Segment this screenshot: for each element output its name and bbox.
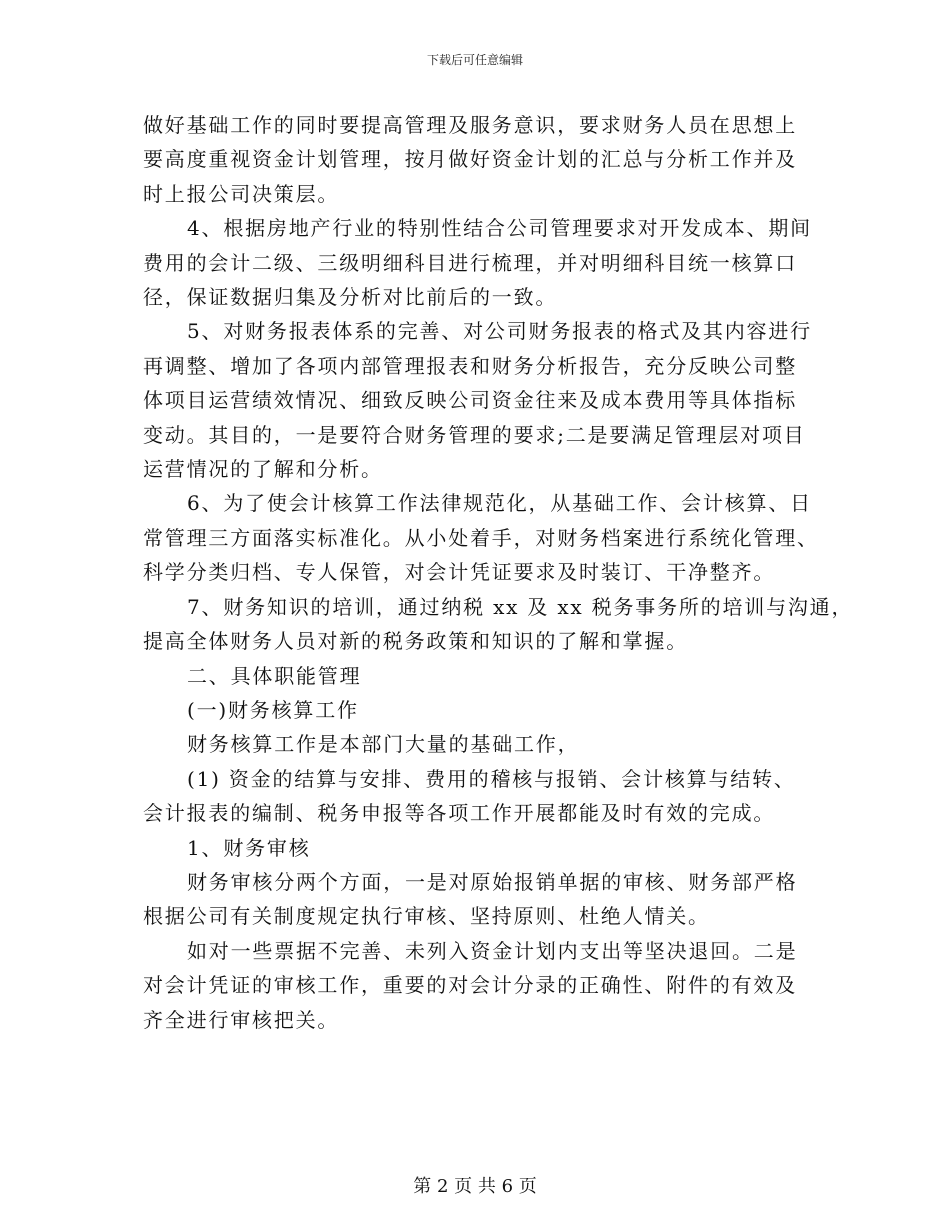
text-line: 7、财务知识的培训，通过纳税 xx 及 xx 税务事务所的培训与沟通， [187,594,854,619]
text-line: 常管理三方面落实标准化。从小处着手，对财务档案进行系统化管理、 [143,525,819,550]
text-line: 径，保证数据归集及分析对比前后的一致。 [143,285,558,310]
text-line: 对会计凭证的审核工作，重要的对会计分录的正确性、附件的有效及 [143,973,797,998]
text-line: 会计报表的编制、税务申报等各项工作开展都能及时有效的完成。 [143,801,776,826]
subsection-heading [143,693,823,727]
text-line: 要高度重视资金计划管理，按月做好资金计划的汇总与分析工作并及 [143,147,797,172]
text-line: 齐全进行审核把关。 [143,1007,340,1032]
body-paragraph [143,590,854,659]
body-paragraph [143,486,823,589]
text-line: 1、财务审核 [187,835,311,860]
text-line: 科学分类归档、专人保管，对会计凭证要求及时装订、干净整齐。 [143,560,776,585]
text-line: 根据公司有关制度规定执行审核、坚持原则、杜绝人情关。 [143,904,710,929]
text-line: 做好基础工作的同时要提高管理及服务意识，要求财务人员在思想上 [143,113,797,137]
item-heading [143,831,823,865]
text-line: 体项目运营绩效情况、细致反映公司资金往来及成本费用等具体指标 [143,388,797,413]
text-line: 再调整、增加了各项内部管理报表和财务分析报告，充分反映公司整 [143,353,797,378]
text-line: (一)财务核算工作 [187,697,359,722]
text-line: (1) 资金的结算与安排、费用的稽核与报销、会计核算与结转、 [187,766,796,791]
document-body [143,108,854,1037]
body-paragraph [143,865,823,934]
body-paragraph [143,762,823,831]
body-paragraph [143,108,823,211]
text-line: 运营情况的了解和分析。 [143,457,383,482]
text-line: 如对一些票据不完善、未列入资金计划内支出等坚决退回。二是 [187,938,798,963]
body-paragraph [143,314,823,486]
page-header-note: 下载后可任意编辑 [426,53,523,67]
text-line: 5、对财务报表体系的完善、对公司财务报表的格式及其内容进行 [187,319,812,344]
page-number: 第 2 页 共 6 页 [413,1176,537,1197]
text-line: 财务核算工作是本部门大量的基础工作， [187,732,580,757]
body-paragraph [143,934,823,1037]
text-line: 提高全体财务人员对新的税务政策和知识的了解和掌握。 [143,629,688,654]
text-line: 二、具体职能管理 [187,663,362,688]
body-paragraph [143,727,823,761]
text-line: 6、为了使会计核算工作法律规范化，从基础工作、会计核算、日 [187,491,812,516]
section-heading [143,659,823,693]
body-paragraph [143,211,823,314]
text-line: 4、根据房地产行业的特别性结合公司管理要求对开发成本、期间 [187,216,812,241]
text-line: 费用的会计二级、三级明细科目进行梳理，并对明细科目统一核算口 [143,250,797,275]
text-line: 财务审核分两个方面，一是对原始报销单据的审核、财务部严格 [187,869,798,894]
text-line: 时上报公司决策层。 [143,181,340,206]
text-line: 变动。其目的，一是要符合财务管理的要求;二是要满足管理层对项目 [143,422,806,447]
